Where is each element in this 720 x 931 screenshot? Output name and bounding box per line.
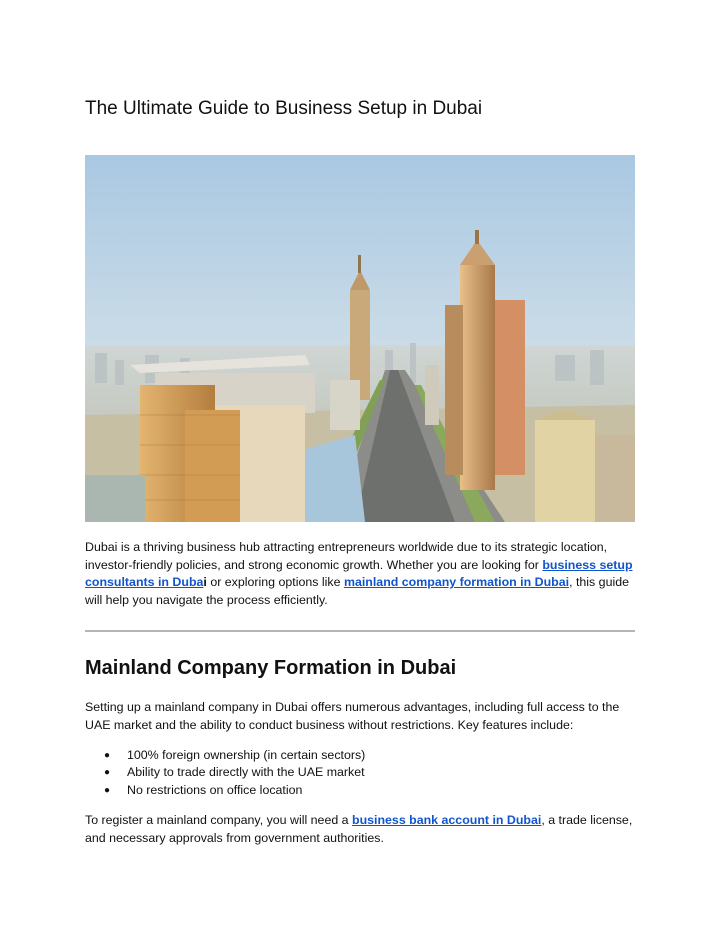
section-paragraph: Setting up a mainland company in Dubai offers numerous advantages, including full access to the UAE market and the ability to conduct business without restrictions. Key features include: bbox=[85, 700, 620, 732]
section-heading: Mainland Company Formation in Dubai bbox=[85, 657, 457, 679]
closing-paragraph bbox=[85, 812, 645, 847]
bullet-icon: ● bbox=[104, 750, 111, 761]
business-setup-consultants-link[interactable]: business setup consultants in Duba bbox=[85, 557, 633, 590]
list-item: ● Ability to trade directly with the UAE market bbox=[85, 764, 365, 781]
bullet-icon: ● bbox=[104, 767, 111, 779]
link-tail-letter: i bbox=[203, 575, 207, 590]
list-item: ● 100% foreign ownership (in certain sectors) bbox=[85, 747, 365, 764]
closing-text-1: To register a mainland company, you will need a bbox=[85, 813, 352, 827]
business-bank-account-link[interactable]: business bank account in Dubai bbox=[352, 813, 542, 827]
closing-text-2: , a trade license, and necessary approvals from government authorities. bbox=[85, 813, 633, 845]
intro-text-1: Dubai is a thriving business hub attracting entrepreneurs worldwide due to its strategic location, investor-friendly policies, and strong economic growth. Whether you are looking for bbox=[85, 540, 608, 572]
intro-text-3: , this guide will help you navigate the process efficiently. bbox=[85, 575, 629, 607]
mainland-company-formation-link[interactable]: mainland company formation in Dubai bbox=[343, 575, 570, 590]
list-item: ● No restrictions on office location bbox=[85, 782, 365, 799]
dubai-skyline-photo bbox=[85, 155, 635, 522]
intro-paragraph bbox=[85, 539, 645, 609]
features-list bbox=[85, 747, 365, 799]
document-title: The Ultimate Guide to Business Setup in Dubai bbox=[85, 98, 483, 119]
horizontal-divider bbox=[85, 630, 635, 632]
intro-text-2: or exploring options like bbox=[206, 575, 344, 590]
bullet-icon: ● bbox=[104, 784, 111, 796]
